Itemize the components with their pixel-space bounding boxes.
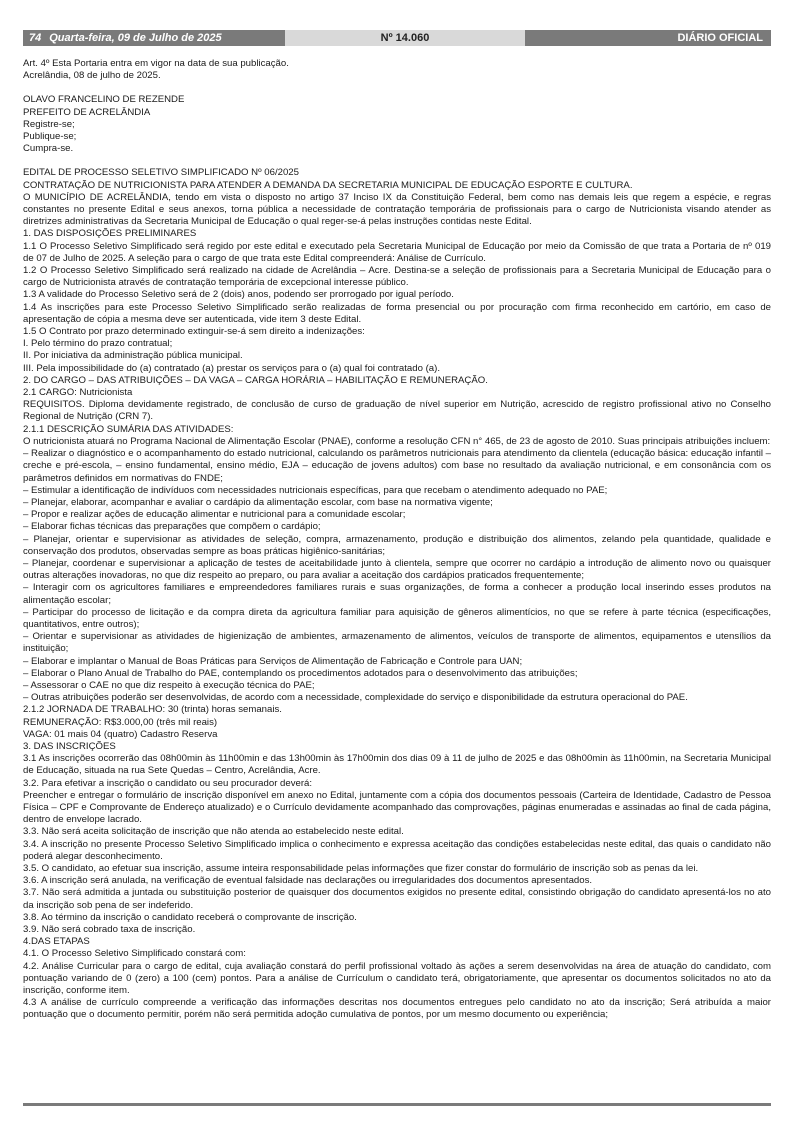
- edital-paragraph: EDITAL DE PROCESSO SELETIVO SIMPLIFICADO Nº 06/2025: [23, 167, 299, 179]
- signer-name: OLAVO FRANCELINO DE REZENDE: [23, 94, 185, 106]
- edital-paragraph: 2.1.1 DESCRIÇÃO SUMÁRIA DAS ATIVIDADES:: [23, 423, 234, 435]
- edital-paragraph: – Orientar e supervisionar as atividades de higienização de ambientes, armazenamento de alimentos, veículos de transporte de alimentos, equipamentos e utensílios da instituição;: [23, 631, 771, 655]
- edital-paragraph: 3.4. A inscrição no presente Processo Seletivo Simplificado implica o conhecimento e expressa aceitação das condições estabelecidas neste edital, das quais o candidato não poderá alegar desconhecimento.: [23, 838, 771, 862]
- edital-paragraph: 3.7. Não será admitida a juntada ou substituição posterior de quaisquer dos documentos exigidos no presente edital, consistindo obrigação do candidato apresentá-los no ato da inscrição sob pena de ser indeferido.: [23, 887, 771, 911]
- publication-title: DIÁRIO OFICIAL: [525, 30, 771, 46]
- edital-paragraph: – Assessorar o CAE no que diz respeito à execução técnica do PAE;: [23, 679, 315, 691]
- closing-cumpra: Cumpra-se.: [23, 143, 74, 155]
- edital-paragraph: REMUNERAÇÃO: R$3.000,00 (três mil reais): [23, 716, 218, 728]
- edital-paragraph: 4.DAS ETAPAS: [23, 936, 90, 948]
- edital-paragraph: VAGA: 01 mais 04 (quatro) Cadastro Reserva: [23, 728, 218, 740]
- edital-paragraph: – Interagir com os agricultores familiares e empreendedores familiares rurais e suas organizações, de forma a conhecer a produção local inserindo esses produtos na alimentação escolar;: [23, 582, 771, 606]
- edital-paragraph: 3.3. Não será aceita solicitação de inscrição que não atenda ao estabelecido neste edital.: [23, 826, 404, 838]
- edital-paragraph: – Elaborar o Plano Anual de Trabalho do PAE, contemplando os procedimentos adotados para o desenvolvimento das atribuições;: [23, 667, 578, 679]
- page-content: [23, 58, 771, 1022]
- edital-paragraph: 1. DAS DISPOSIÇÕES PRELIMINARES: [23, 228, 197, 240]
- closing-registre: Registre-se;: [23, 118, 75, 130]
- edital-paragraph: – Participar do processo de licitação e da compra direta da agricultura familiar para aquisição de gêneros alimentícios, no que se refere à parte técnica (especificações, quantitativos, entre outros);: [23, 606, 771, 630]
- edital-paragraph: 1.4 As inscrições para este Processo Seletivo Simplificado serão realizadas de forma presencial ou por procuração com firma reconhecido em cartório, em caso de apresentação de cópia a mesma deve ser autenticada, vide item 3 deste Edital.: [23, 301, 771, 325]
- edital-paragraph: 2.1 CARGO: Nutricionista: [23, 387, 133, 399]
- edital-paragraph: – Planejar, orientar e supervisionar as atividades de seleção, compra, armazenamento, produção e distribuição dos alimentos, zelando pela quantidade, qualidade e conservação dos produtos, observadas sempre as boas práticas higiênico-sanitárias;: [23, 533, 771, 557]
- edital-paragraph: – Propor e realizar ações de educação alimentar e nutricional para a comunidade escolar;: [23, 509, 406, 521]
- closing-publique: Publique-se;: [23, 131, 77, 143]
- edital-paragraph: 3.6. A inscrição será anulada, na verificação de eventual falsidade nas declarações ou irregularidades dos documentos apresentados.: [23, 875, 593, 887]
- edital-paragraph: II. Por iniciativa da administração pública municipal.: [23, 350, 243, 362]
- footer-rule: [23, 1103, 771, 1106]
- edital-paragraph: 3.5. O candidato, ao efetuar sua inscrição, assume inteira responsabilidade pelas informações que fizer constar do formulário de inscrição sob as penas da lei.: [23, 863, 699, 874]
- edital-paragraph: – Realizar o diagnóstico e o acompanhamento do estado nutricional, calculando os parâmetros nutricionais para atendimento da clientela (educação básica: educação infantil – creche e pré-escola, – ensino fundamental, ensino médio, EJA – educação de jovens adultos) com base no resultado da avaliação nutricional, e em consonância com os parâmetros definidos em normativas do FNDE;: [23, 448, 771, 484]
- edital-paragraph: O MUNICÍPIO DE ACRELÂNDIA, tendo em vista o disposto no artigo 37 Inciso IX da Constituição Federal, bem como nas demais leis que regem a espécie, e regras constantes no presente Edital e seus anexos, torna pública a necessidade de contratação temporária de profissionais para o cargo de Nutricionista visando atender as diretrizes administrativas da Secretaria Municipal de Educação o qual reger-se-á pelas instruções contidas neste Edital.: [23, 191, 771, 228]
- portaria-section: [23, 58, 771, 167]
- edital-paragraph: 3.2. Para efetivar a inscrição o candidato ou seu procurador deverá:: [23, 777, 313, 789]
- edital-paragraph: III. Pela impossibilidade do (a) contratado (a) prestar os serviços para o (a) qual foi contratado (a).: [23, 362, 440, 374]
- edital-paragraph: – Outras atribuições poderão ser desenvolvidas, de acordo com a necessidade, complexidade do serviço e disponibilidade da estrutura operacional do PAE.: [23, 692, 688, 704]
- edital-paragraph: 4.2. Análise Curricular para o cargo de edital, cuja avaliação constará do perfil profissional voltado às ações a serem desenvolvidas na área de atuação do candidato, com pontuação variando de 0 (zero) a 100 (cem) pontos. Para a análise de Currículum o candidato terá, obrigatoriamente, que apresentar os documentos solicitados no ato da inscrição, conforme item.: [23, 960, 771, 997]
- portaria-article: Art. 4º Esta Portaria entra em vigor na data de sua publicação.: [23, 58, 289, 69]
- edital-paragraph: 1.5 O Contrato por prazo determinado extinguir-se-á sem direito a indenizações:: [23, 326, 365, 338]
- header-date-block: [23, 30, 285, 46]
- edital-paragraph: 3.9. Não será cobrado taxa de inscrição.: [23, 924, 196, 936]
- edital-paragraph: 4.1. O Processo Seletivo Simplificado constará com:: [23, 948, 246, 960]
- header-date: Quarta-feira, 09 de Julho de 2025: [49, 32, 222, 44]
- edition-number: Nº 14.060: [285, 30, 525, 46]
- edital-section: [23, 167, 771, 1021]
- edital-paragraph: – Estimular a identificação de indivíduos com necessidades nutricionais específicas, para que recebam o atendimento adequado no PAE;: [23, 484, 608, 496]
- edital-paragraph: – Elaborar fichas técnicas das preparações que compõem o cardápio;: [23, 521, 321, 533]
- page-number: 74: [29, 32, 42, 44]
- page-header: [23, 30, 771, 46]
- edital-paragraph: 1.3 A validade do Processo Seletivo será de 2 (dois) anos, podendo ser prorrogado por igual período.: [23, 289, 454, 301]
- edital-paragraph: 1.2 O Processo Seletivo Simplificado será realizado na cidade de Acrelândia – Acre. Destina-se a seleção de profissionais para a Secretaria Municipal de Educação para o cargo de Nutricionista através de contratação temporária de excepcional interesse público.: [23, 265, 771, 289]
- edital-paragraph: 3. DAS INSCRIÇÕES: [23, 740, 116, 752]
- edital-paragraph: – Planejar, elaborar, acompanhar e avaliar o cardápio da alimentação escolar, com base na normativa vigente;: [23, 496, 493, 508]
- edital-paragraph: 4.3 A análise de currículo compreende a verificação das informações descritas nos documentos entregues pelo candidato no ato da inscrição; Será atribuída a maior pontuação que o documento permitir, porém não será permitida adoção cumulativa de pontos, por um mesmo documento ou experiência;: [23, 997, 771, 1021]
- edital-paragraph: 3.8. Ao término da inscrição o candidato receberá o comprovante de inscrição.: [23, 911, 357, 923]
- edital-paragraph: CONTRATAÇÃO DE NUTRICIONISTA PARA ATENDER A DEMANDA DA SECRETARIA MUNICIPAL DE EDUCAÇÃO ESPORTE E CULTURA.: [23, 179, 633, 191]
- edital-paragraph: 1.1 O Processo Seletivo Simplificado será regido por este edital e executado pela Secretaria Municipal de Educação por meio da Comissão de que trata a Portaria de nº 019 de 07 de Julho de 2025. A seleção para o cargo de que trata este Edital compreenderá: Análise de Currículo.: [23, 240, 771, 264]
- signer-title: PREFEITO DE ACRELÂNDIA: [23, 106, 151, 118]
- edital-paragraph: 2.1.2 JORNADA DE TRABALHO: 30 (trinta) horas semanais.: [23, 704, 282, 716]
- edital-paragraph: Preencher e entregar o formulário de inscrição disponível em anexo no Edital, juntamente com a cópia dos documentos pessoais (Carteira de Identidade, Cadastro de Pessoa Física – CPF e Comprovante de Endereço atualizado) e o Currículo devidamente acompanhado das comprovações, páginas enumeradas e assinadas ao final de cada página, dentro de envelope lacrado.: [23, 789, 771, 826]
- edital-paragraph: 2. DO CARGO – DAS ATRIBUIÇÕES – DA VAGA – CARGA HORÁRIA – HABILITAÇÃO E REMUNERAÇÃO.: [23, 374, 488, 386]
- edital-paragraph: I. Pelo término do prazo contratual;: [23, 338, 173, 350]
- edital-paragraph: 3.1 As inscrições ocorrerão das 08h00min às 11h00min e das 13h00min às 17h00min dos dias 09 à 11 de julho de 2025 e das 08h00min às 11h00min, na Secretaria Municipal de Educação, situada na rua Sete Quedas – Centro, Acrelândia, Acre.: [23, 753, 771, 777]
- edital-paragraph: – Elaborar e implantar o Manual de Boas Práticas para Serviços de Alimentação de Fabricação e Controle para UAN;: [23, 655, 523, 667]
- edital-paragraph: REQUISITOS. Diploma devidamente registrado, de conclusão de curso de graduação de nível superior em Nutrição, acrescido de registro profissional ativo no Conselho Regional de Nutrição (CRN 7).: [23, 399, 771, 423]
- portaria-place-date: Acrelândia, 08 de julho de 2025.: [23, 70, 161, 82]
- edital-paragraph: – Planejar, coordenar e supervisionar a aplicação de testes de aceitabilidade junto à clientela, sempre que ocorrer no cardápio a introdução de alimento novo ou quaisquer outras alterações inovadoras, no que diz respeito ao preparo, ou para avaliar a aceitação dos cardápios praticados frequentemente;: [23, 557, 771, 582]
- edital-paragraph: O nutricionista atuará no Programa Nacional de Alimentação Escolar (PNAE), conforme a resolução CFN n° 465, de 23 de agosto de 2010. Suas principais atribuições incluem:: [23, 435, 771, 447]
